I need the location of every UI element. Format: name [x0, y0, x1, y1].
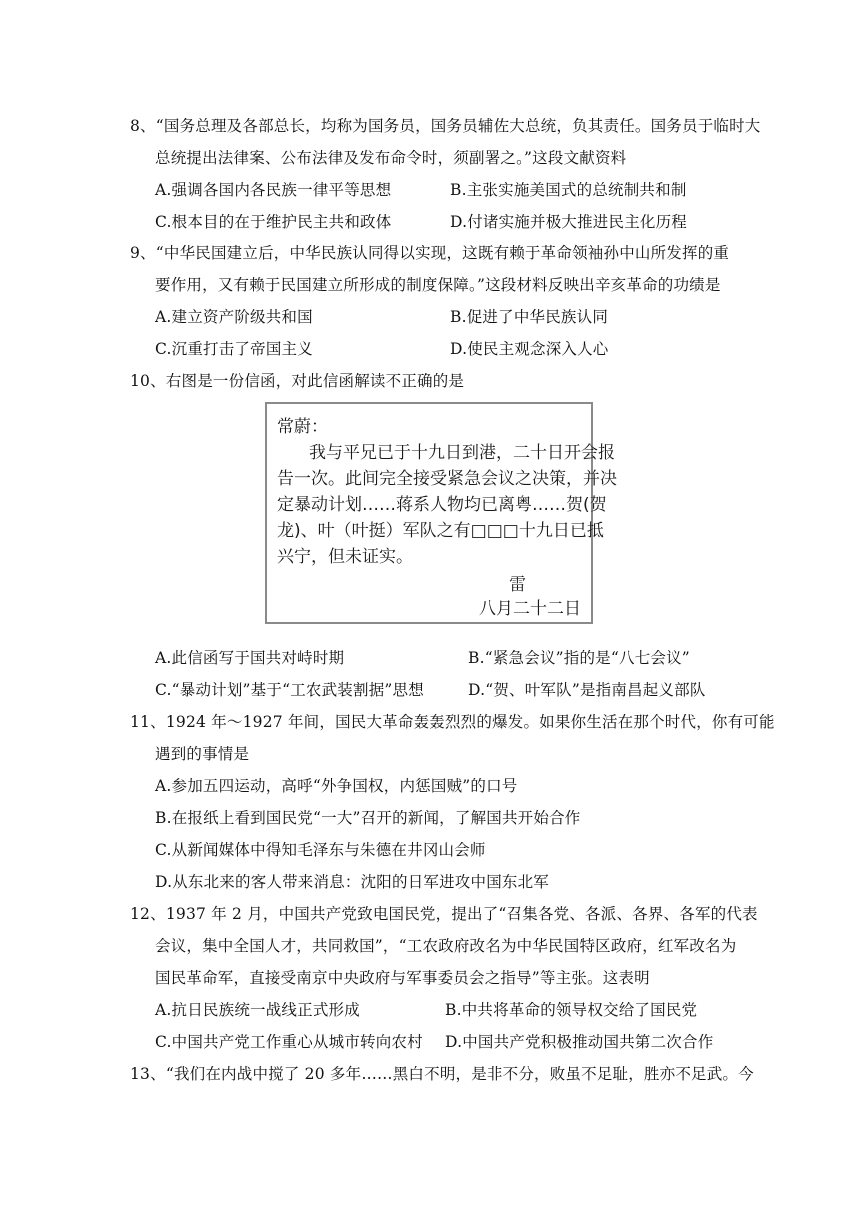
question-10-option-a: A.此信函写于国共对峙时期 [155, 649, 345, 667]
letter-body-line: 告一次。此间完全接受紧急会议之决策，并决 [277, 469, 617, 489]
question-10-option-d: D.“贺、叶军队”是指南昌起义部队 [468, 681, 706, 699]
question-10-stem: 10、右图是一份信函，对此信函解读不正确的是 [130, 372, 465, 390]
question-8-option-a: A.强调各国内各民族一律平等思想 [155, 181, 392, 199]
question-9-option-a: A.建立资产阶级共和国 [155, 308, 313, 326]
question-8-option-d: D.付诸实施并极大推进民主化历程 [450, 213, 688, 231]
question-11-stem-line-2: 遇到的事情是 [155, 745, 250, 763]
question-9-stem-line-1: 9、“中华民国建立后，中华民族认同得以实现，这既有赖于革命领袖孙中山所发挥的重 [130, 244, 730, 262]
question-13-stem-line-1: 13、“我们在内战中搅了 20 多年……黑白不明，是非不分，败虽不足耻，胜亦不足武。今 [130, 1065, 754, 1083]
question-9-option-c: C.沉重打击了帝国主义 [155, 340, 313, 358]
letter-date: 八月二十二日 [479, 599, 581, 619]
question-12-option-b: B.中共将革命的领导权交给了国民党 [445, 1001, 698, 1019]
question-10-option-b: B.“紧急会议”指的是“八七会议” [468, 649, 690, 667]
question-8-option-c: C.根本目的在于维护民主共和政体 [155, 213, 392, 231]
letter-image [265, 402, 617, 624]
question-12-option-c: C.中国共产党工作重心从城市转向农村 [155, 1033, 423, 1051]
letter-body-line: 我与平兄已于十九日到港，二十日开会报 [309, 443, 615, 463]
letter-signature: 雷 [509, 575, 526, 595]
question-12-stem-line-3: 国民革命军，直接受南京中央政府与军事委员会之指导”等主张。这表明 [155, 969, 650, 987]
question-8-stem-line-1: 8、“国务总理及各部总长，均称为国务员，国务员辅佐大总统，负其责任。国务员于临时大 [130, 117, 761, 135]
letter-body-line: 兴宁，但未证实。 [277, 547, 413, 567]
question-12-stem-line-2: 会议，集中全国人才，共同救国”，“工农政府改名为中华民国特区政府，红军改名为 [155, 937, 737, 955]
question-9-stem-line-2: 要作用，又有赖于民国建立所形成的制度保障。”这段材料反映出辛亥革命的功绩是 [155, 276, 721, 294]
question-11-option-d: D.从东北来的客人带来消息：沈阳的日军进攻中国东北军 [155, 873, 550, 891]
question-12-option-a: A.抗日民族统一战线正式形成 [155, 1001, 360, 1019]
letter-body-line: 定暴动计划……蒋系人物均已离粤……贺(贺 [277, 495, 607, 515]
question-8-option-b: B.主张实施美国式的总统制共和制 [450, 181, 687, 199]
question-9-option-b: B.促进了中华民族认同 [450, 308, 609, 326]
question-12-stem-line-1: 12、1937 年 2 月，中国共产党致电国民党，提出了“召集各党、各派、各界、各军的代表 [130, 905, 758, 923]
question-11-stem-line-1: 11、1924 年～1927 年间，国民大革命轰轰烈烈的爆发。如果你生活在那个时代，你有可能 [130, 713, 775, 731]
question-12-option-d: D.中国共产党积极推动国共第二次合作 [445, 1033, 714, 1051]
question-9-option-d: D.使民主观念深入人心 [450, 340, 609, 358]
letter-salutation: 常蔚： [277, 417, 328, 437]
question-11-option-a: A.参加五四运动，高呼“外争国权，内惩国贼”的口号 [155, 777, 518, 795]
question-10-option-c: C.“暴动计划”基于“工农武装割据”思想 [155, 681, 424, 699]
question-11-option-b: B.在报纸上看到国民党“一大”召开的新闻，了解国共开始合作 [155, 809, 581, 827]
letter-body-line: 龙)、叶（叶挺）军队之有□□□十九日已抵 [277, 521, 604, 541]
question-8-stem-line-2: 总统提出法律案、公布法律及发布命令时，须副署之。”这段文献资料 [155, 149, 627, 167]
question-11-option-c: C.从新闻媒体中得知毛泽东与朱德在井冈山会师 [155, 841, 486, 859]
